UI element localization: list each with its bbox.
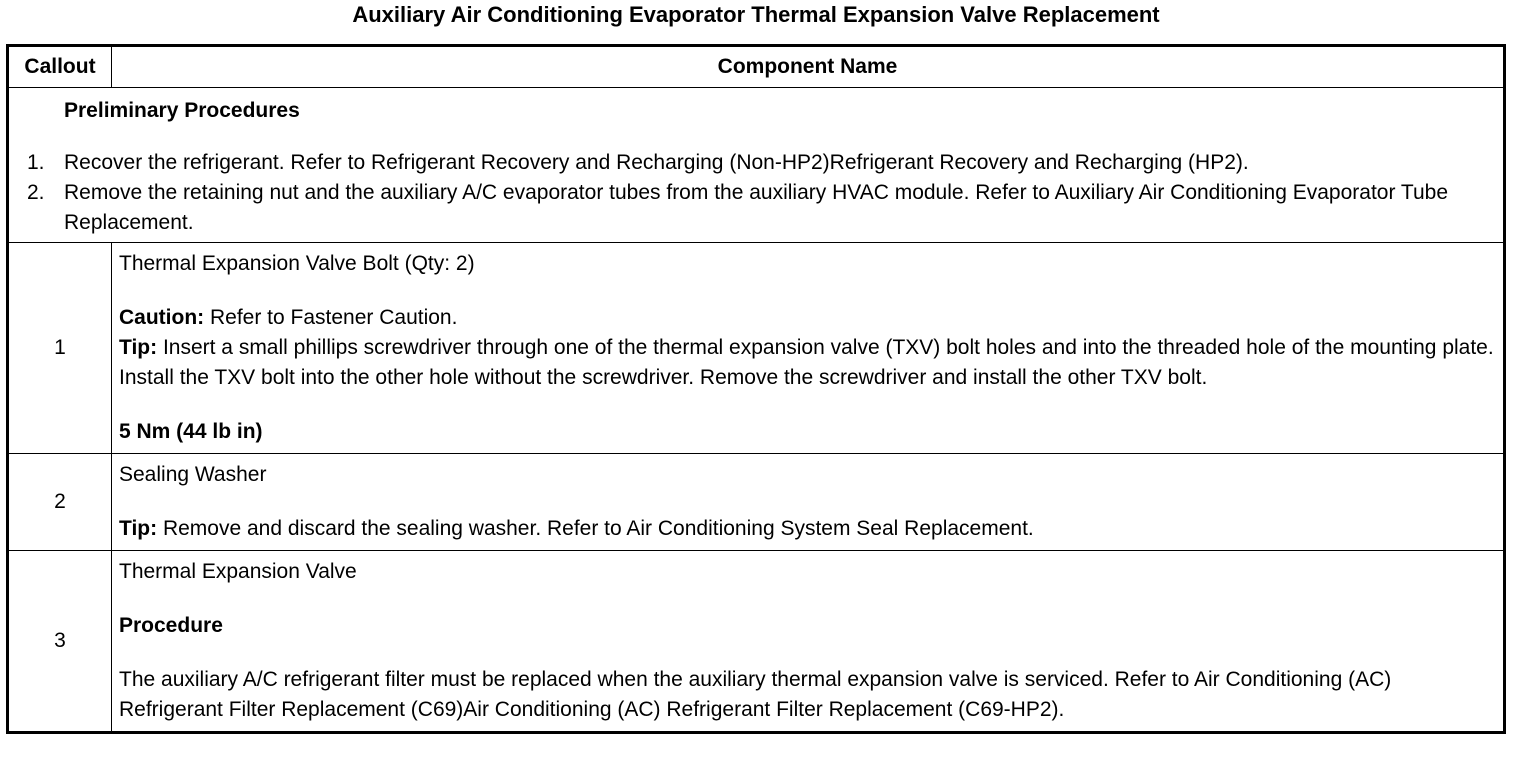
table-row: [8, 454, 1505, 551]
step-number: 1.: [27, 151, 45, 174]
component-name: Thermal Expansion Valve Bolt (Qty: 2): [119, 252, 475, 275]
table-row: [8, 243, 1505, 454]
caution-label: Caution:: [119, 306, 205, 329]
procedure-label: Procedure: [119, 614, 223, 637]
tip-note: [119, 333, 1495, 393]
procedure-heading: [119, 611, 1495, 641]
component-cell: [112, 551, 1505, 733]
tip-text: Remove and discard the sealing washer. Refer to Air Conditioning System Seal Replacement.: [157, 517, 1034, 540]
preliminary-procedures: [8, 88, 1505, 243]
component-cell: [112, 454, 1505, 551]
component-table: [6, 44, 1506, 734]
torque-spec: [119, 417, 1495, 447]
callout-column-header: Callout: [8, 46, 112, 88]
table-header-row: [8, 46, 1505, 88]
torque-value: 5 Nm (44 lb in): [119, 420, 263, 443]
preliminary-procedures-row: [8, 88, 1505, 243]
component-column-header: Component Name: [112, 46, 1505, 88]
component-cell: [112, 243, 1505, 454]
caution-note: [119, 303, 1495, 333]
procedure-text: The auxiliary A/C refrigerant filter must be replaced when the auxiliary thermal expansion valve is serviced. Refer to Air Conditioning (AC) Refrigerant Filter Replacement (C69)Air Conditioning (AC) Refrigerant Filter Replacement (C69-HP2).: [119, 668, 1392, 721]
component-name: Sealing Washer: [119, 463, 267, 486]
tip-note: [119, 514, 1495, 544]
tip-label: Tip:: [119, 517, 158, 540]
callout-number: 3: [8, 551, 112, 733]
callout-number: 2: [8, 454, 112, 551]
document-title: Auxiliary Air Conditioning Evaporator Thermal Expansion Valve Replacement: [352, 2, 1160, 27]
step-text: Remove the retaining nut and the auxiliary A/C evaporator tubes from the auxiliary HVAC module. Refer to Auxiliary Air Conditioning Evaporator Tube Replacement.: [64, 181, 1449, 234]
step-number: 2.: [27, 181, 45, 204]
preliminary-heading: Preliminary Procedures: [64, 99, 300, 122]
tip-label: Tip:: [119, 336, 158, 359]
preliminary-step: [27, 148, 1493, 178]
component-name: Thermal Expansion Valve: [119, 560, 357, 583]
step-text: Recover the refrigerant. Refer to Refrigerant Recovery and Recharging (Non-HP2)Refrigerant Recovery and Recharging (HP2).: [64, 151, 1249, 174]
caution-text: Refer to Fastener Caution.: [204, 306, 458, 329]
callout-number: 1: [8, 243, 112, 454]
tip-text: Insert a small phillips screwdriver through one of the thermal expansion valve (TXV) bolt holes and into the threaded hole of the mounting plate. Install the TXV bolt into the other hole without the screwdriver. Remove the screwdriver and install the other TXV bolt.: [119, 336, 1494, 389]
preliminary-step: [27, 178, 1493, 238]
table-row: [8, 551, 1505, 733]
